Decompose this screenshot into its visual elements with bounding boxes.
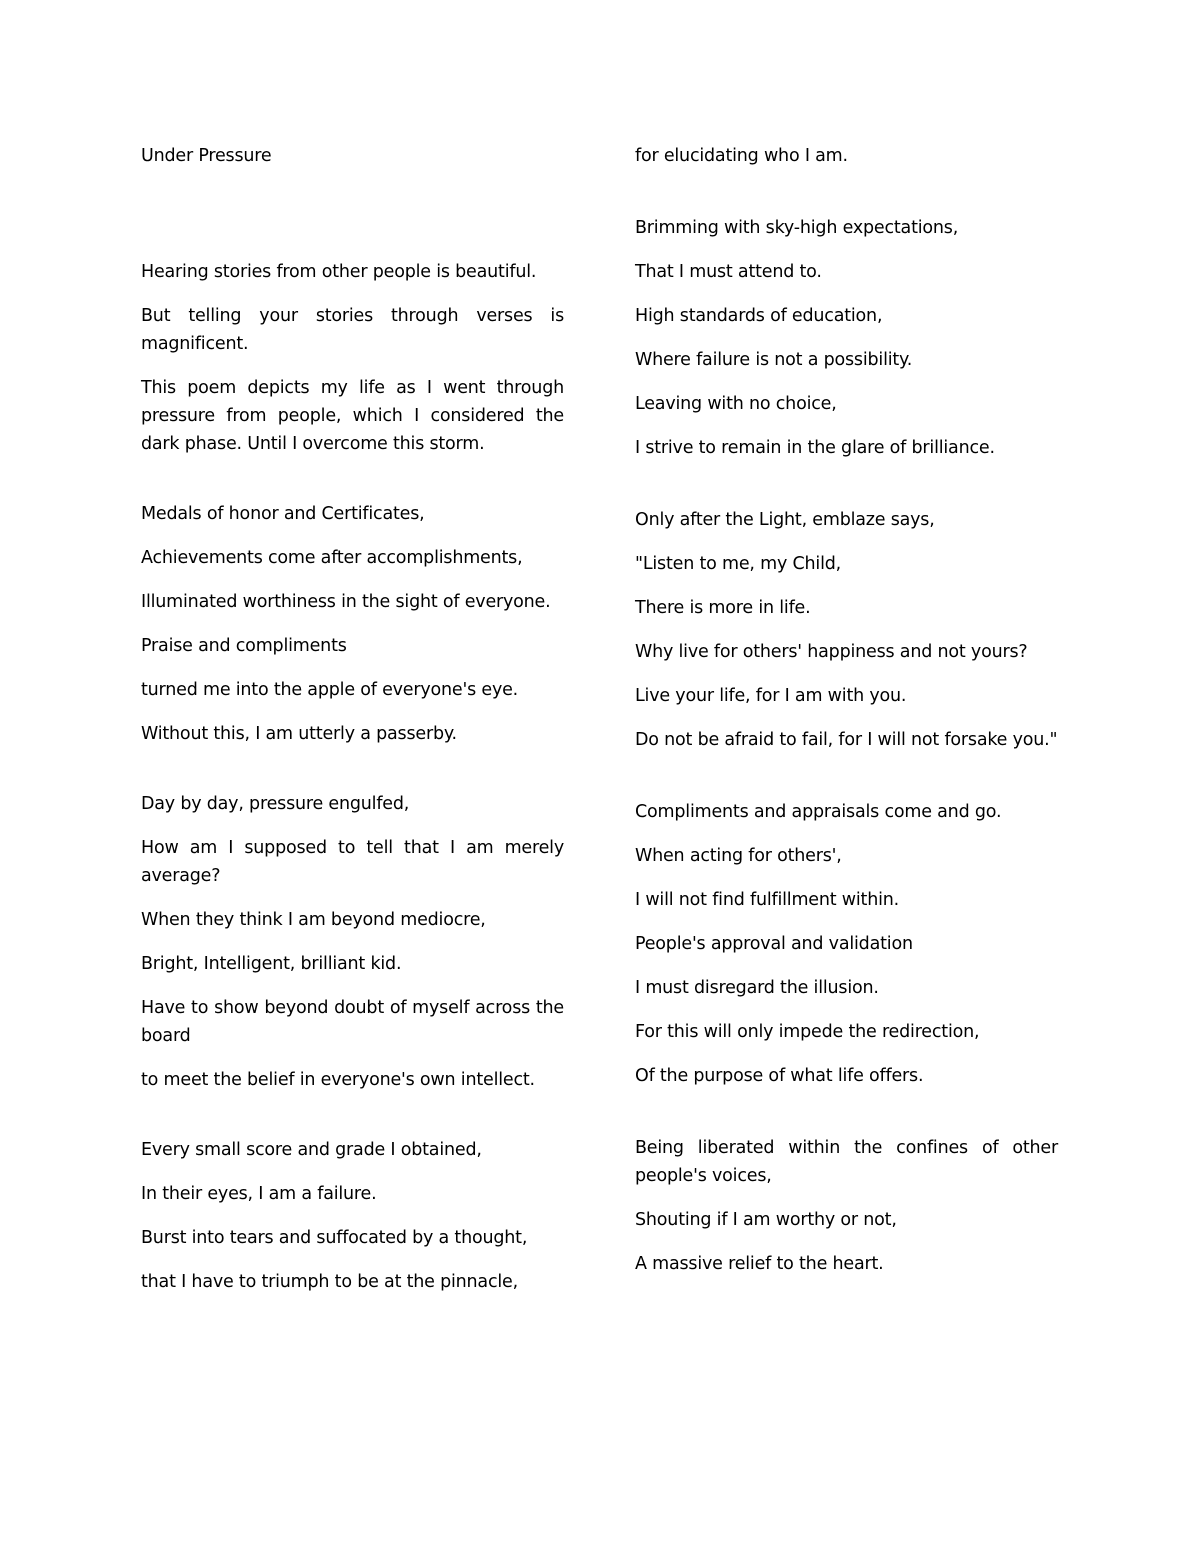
poem-line: Bright, Intelligent, brilliant kid. [141, 954, 402, 974]
poem-line: This poem depicts my life as I went through pressure from people, which I considered the dark phase. Until I overcome this storm. [141, 378, 564, 454]
poem-line: Where failure is not a possibility. [635, 350, 913, 370]
stanza [635, 142, 1058, 170]
poem-line: Illuminated worthiness in the sight of everyone. [141, 592, 551, 612]
poem-line: to meet the belief in everyone's own intellect. [141, 1070, 535, 1090]
poem-line: How am I supposed to tell that I am merely average? [141, 838, 564, 886]
left-column [141, 142, 564, 1312]
poem-line: that I have to triumph to be at the pinnacle, [141, 1272, 518, 1292]
stanza [141, 500, 564, 748]
poem-line: In their eyes, I am a failure. [141, 1184, 377, 1204]
poem-line: Live your life, for I am with you. [635, 686, 907, 706]
poem-line: Every small score and grade I obtained, [141, 1140, 482, 1160]
poem-line: Achievements come after accomplishments, [141, 548, 523, 568]
stanza [635, 1134, 1058, 1278]
poem-line: for elucidating who I am. [635, 146, 848, 166]
stanza [141, 790, 564, 1094]
poem-line: I must disregard the illusion. [635, 978, 879, 998]
poem-line: Without this, I am utterly a passerby. [141, 724, 457, 744]
poem-line: Only after the Light, emblaze says, [635, 510, 935, 530]
poem-line: Brimming with sky-high expectations, [635, 218, 959, 238]
poem-line: Have to show beyond doubt of myself across the board [141, 998, 564, 1046]
poem-line: When acting for others', [635, 846, 842, 866]
stanza [141, 1136, 564, 1296]
poem-line: "Listen to me, my Child, [635, 554, 842, 574]
poem-line: There is more in life. [635, 598, 811, 618]
stanza [635, 506, 1058, 754]
poem-line: I will not find fulfillment within. [635, 890, 900, 910]
poem-line: I strive to remain in the glare of brilliance. [635, 438, 995, 458]
left-stanzas [141, 258, 564, 1296]
poem-line: Medals of honor and Certificates, [141, 504, 425, 524]
stanza [635, 214, 1058, 462]
poem-line: High standards of education, [635, 306, 883, 326]
poem-line: But telling your stories through verses is magnificent. [141, 306, 564, 354]
poem-line: Leaving with no choice, [635, 394, 837, 414]
poem-line: Hearing stories from other people is beautiful. [141, 262, 537, 282]
poem-line: Burst into tears and suffocated by a thought, [141, 1228, 528, 1248]
poem-line: Do not be afraid to fail, for I will not forsake you." [635, 730, 1058, 750]
poem-line: Being liberated within the confines of other people's voices, [635, 1138, 1058, 1186]
poem-line: Compliments and appraisals come and go. [635, 802, 1002, 822]
poem-title: Under Pressure [141, 146, 272, 166]
poem-line: A massive relief to the heart. [635, 1254, 884, 1274]
right-column [635, 142, 1058, 1294]
poem-line: Shouting if I am worthy or not, [635, 1210, 897, 1230]
poem-line: When they think I am beyond mediocre, [141, 910, 486, 930]
poem-line: People's approval and validation [635, 934, 913, 954]
poem-line: Praise and compliments [141, 636, 347, 656]
poem-line: Day by day, pressure engulfed, [141, 794, 410, 814]
poem-line: Of the purpose of what life offers. [635, 1066, 924, 1086]
poem-line: That I must attend to. [635, 262, 822, 282]
poem-line: turned me into the apple of everyone's eye. [141, 680, 519, 700]
poem-line: Why live for others' happiness and not yours? [635, 642, 1028, 662]
stanza [635, 798, 1058, 1090]
poem-line: For this will only impede the redirection, [635, 1022, 980, 1042]
right-stanzas [635, 142, 1058, 1278]
stanza [141, 258, 564, 458]
